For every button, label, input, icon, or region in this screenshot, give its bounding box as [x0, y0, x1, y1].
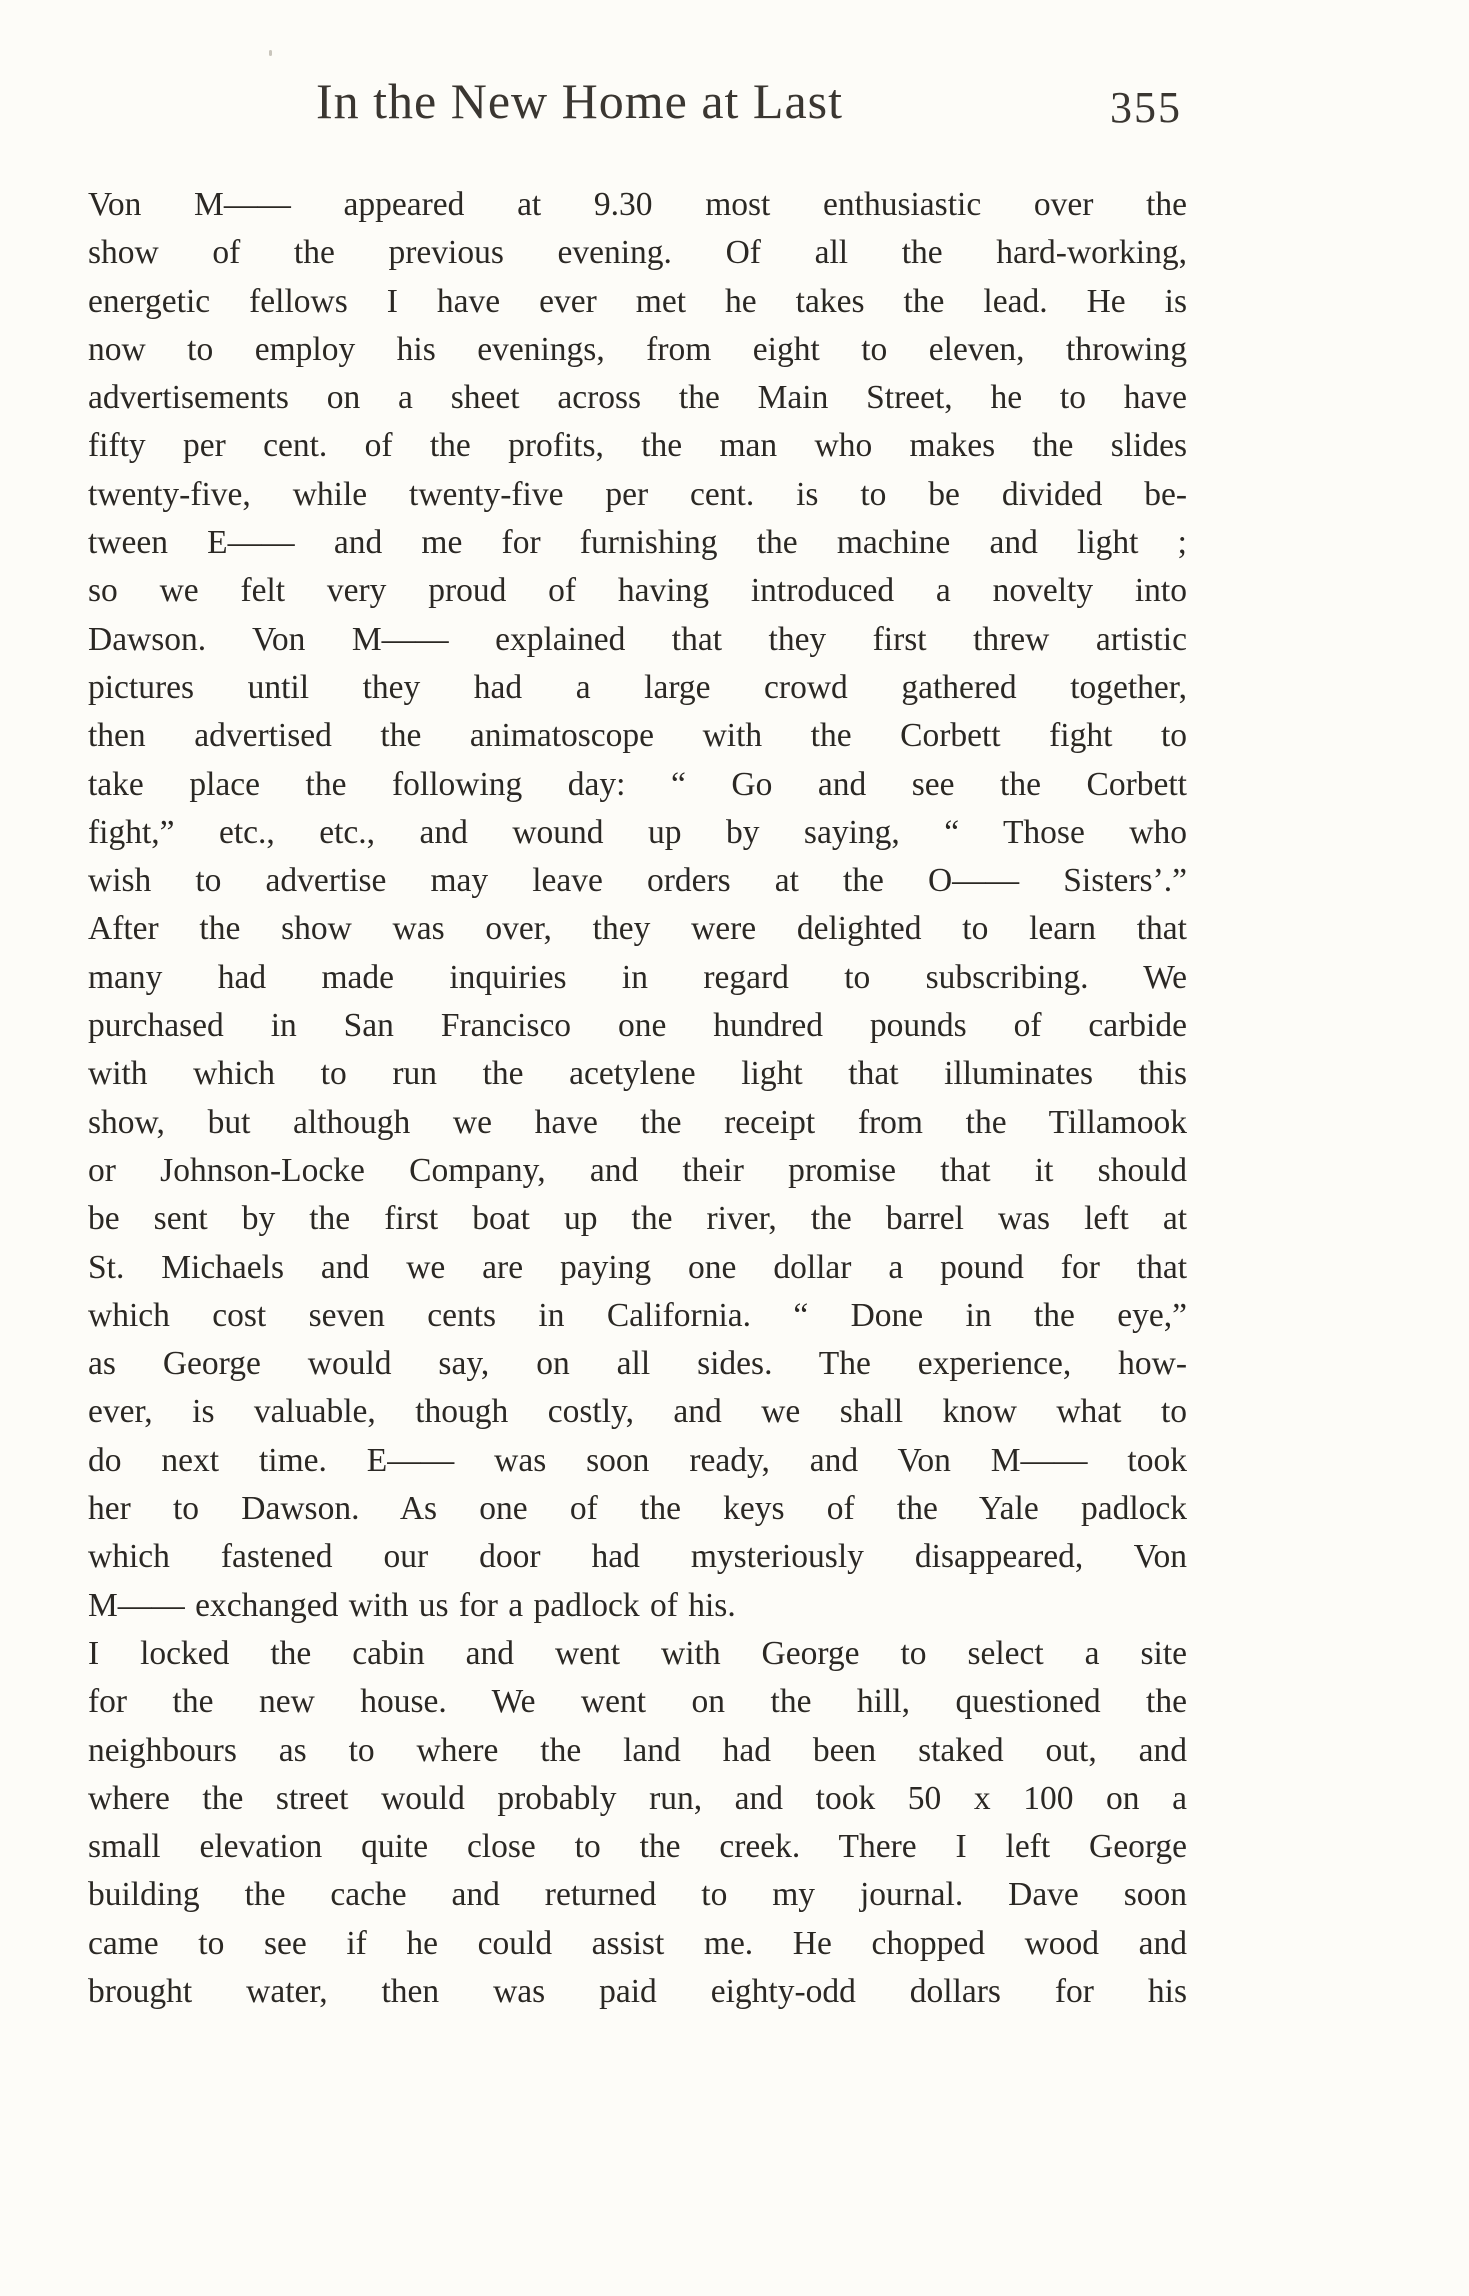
text-line: energetic fellows I have ever met he takes the lead. He is [88, 282, 1187, 320]
text-line: or Johnson-Locke Company, and their promise that it should [88, 1151, 1187, 1189]
text-line: be sent by the first boat up the river, the barrel was left at [88, 1200, 1187, 1238]
running-head [88, 70, 1188, 140]
text-line: small elevation quite close to the creek. There I left George [88, 1828, 1187, 1866]
text-line: wish to advertise may leave orders at the O—— Sisters’.” [88, 862, 1187, 900]
chapter-title: In the New Home at Last [316, 73, 844, 129]
text-line: brought water, then was paid eighty-odd dollars for his [88, 1972, 1187, 2010]
text-line: purchased in San Francisco one hundred pounds of carbide [88, 1007, 1187, 1045]
text-line: St. Michaels and we are paying one dollar a pound for that [88, 1248, 1187, 1286]
text-line: fifty per cent. of the profits, the man who makes the slides [88, 427, 1187, 465]
text-line: show, but although we have the receipt from the Tillamook [88, 1103, 1187, 1141]
text-line: then advertised the animatoscope with the Corbett fight to [88, 717, 1187, 755]
text-line: which cost seven cents in California. “ Done in the eye,” [88, 1296, 1187, 1334]
page-speck [269, 50, 272, 56]
text-line: so we felt very proud of having introduced a novelty into [88, 572, 1187, 610]
text-line: Von M—— appeared at 9.30 most enthusiastic over the [88, 186, 1187, 223]
text-line: I locked the cabin and went with George to select a site [88, 1634, 1187, 1672]
text-line: which fastened our door had mysteriously disappeared, Von [88, 1538, 1187, 1576]
text-line: where the street would probably run, and took 50 x 100 on a [88, 1779, 1187, 1817]
text-line: now to employ his evenings, from eight to eleven, throwing [88, 330, 1187, 368]
text-line: with which to run the acetylene light that illuminates this [88, 1055, 1187, 1093]
text-line: Dawson. Von M—— explained that they first threw artistic [88, 620, 1187, 658]
text-line: After the show was over, they were delighted to learn that [88, 910, 1187, 948]
text-line: M—— exchanged with us for a padlock of his. [88, 1586, 736, 1624]
text-line: fight,” etc., etc., and wound up by saying, “ Those who [88, 813, 1187, 851]
text-line: tween E—— and me for furnishing the machine and light ; [88, 524, 1187, 562]
text-line: twenty-five, while twenty-five per cent. is to be divided be- [88, 475, 1187, 513]
text-line: as George would say, on all sides. The experience, how- [88, 1345, 1187, 1383]
text-line: advertisements on a sheet across the Main Street, he to have [88, 379, 1187, 417]
text-line: for the new house. We went on the hill, questioned the [88, 1683, 1187, 1721]
text-line: ever, is valuable, though costly, and we shall know what to [88, 1393, 1187, 1431]
body-text [88, 181, 1187, 2016]
text-line: came to see if he could assist me. He chopped wood and [88, 1924, 1187, 1962]
text-line: many had made inquiries in regard to subscribing. We [88, 958, 1187, 996]
text-line: her to Dawson. As one of the keys of the Yale padlock [88, 1490, 1187, 1528]
text-line: neighbours as to where the land had been staked out, and [88, 1731, 1187, 1769]
text-line: take place the following day: “ Go and see the Corbett [88, 765, 1187, 803]
text-line: show of the previous evening. Of all the hard-working, [88, 234, 1187, 272]
text-line: building the cache and returned to my journal. Dave soon [88, 1876, 1187, 1914]
text-line: do next time. E—— was soon ready, and Von M—— took [88, 1441, 1187, 1479]
text-line: pictures until they had a large crowd gathered together, [88, 668, 1187, 706]
page-number: 355 [1110, 83, 1182, 132]
